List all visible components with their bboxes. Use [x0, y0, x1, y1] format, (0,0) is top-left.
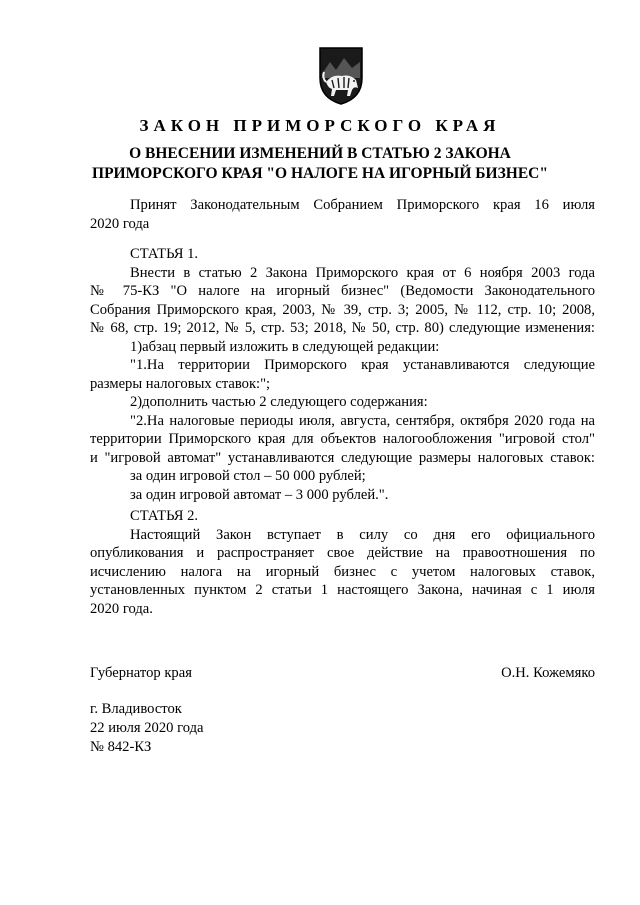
article-2 [90, 507, 595, 618]
article-1-item-1: 1)абзац первый изложить в следующей редакции: [130, 338, 440, 355]
article-2-line: установленных пунктом 2 статьи 1 настоящего Закона, начиная с 1 июля [90, 582, 595, 598]
signatory-position: Губернатор края [90, 665, 192, 681]
footer-city: г. Владивосток [90, 701, 182, 717]
article-1-line: № 68, стр. 19; 2012, № 5, стр. 53; 2018, № 50, стр. 80) следующие изменения: [90, 320, 595, 336]
article-1-quote-line: размеры налоговых ставок:"; [90, 375, 271, 392]
adoption-line: Принят Законодательным Собранием Приморского края 16 июля [130, 197, 595, 213]
adoption-line: 2020 года [90, 215, 150, 232]
article-2-line: опубликования и распространяет свое действие на правоотношения по [90, 545, 595, 561]
article-1-line: Внести в статью 2 Закона Приморского края от 6 ноября 2003 года [130, 264, 595, 281]
signature-row [90, 664, 595, 683]
coat-of-arms-icon [316, 44, 366, 106]
adoption-paragraph [90, 196, 595, 233]
article-1-line: Собрания Приморского края, 2003, № 39, стр. 3; 2005, № 112, стр. 10; 2008, [90, 301, 595, 318]
article-1-heading: СТАТЬЯ 1. [130, 246, 199, 262]
article-2-line: 2020 года. [90, 600, 153, 617]
footer-number: № 842-КЗ [90, 739, 152, 755]
article-1 [90, 245, 595, 504]
article-1-quote-line: территории Приморского края для объектов налогообложения "игровой стол" [90, 431, 595, 447]
document-subtitle [60, 144, 580, 184]
document-footer [90, 700, 203, 757]
article-1-item-2: 2)дополнить частью 2 следующего содержания: [130, 394, 428, 410]
signatory-name: О.Н. Кожемяко [501, 665, 595, 681]
footer-date: 22 июля 2020 года [90, 720, 204, 736]
rate-machine-line: за один игровой автомат – 3 000 рублей.". [130, 486, 389, 503]
subtitle-line: ПРИМОРСКОГО КРАЯ "О НАЛОГЕ НА ИГОРНЫЙ БИЗНЕС" [92, 165, 548, 182]
subtitle-line: О ВНЕСЕНИИ ИЗМЕНЕНИЙ В СТАТЬЮ 2 ЗАКОНА [129, 145, 511, 162]
article-1-quote-line: "2.На налоговые периоды июля, августа, сентября, октября 2020 года на [130, 412, 595, 429]
document-title: ЗАКОН ПРИМОРСКОГО КРАЯ [139, 116, 501, 135]
article-2-heading: СТАТЬЯ 2. [130, 508, 199, 524]
article-1-quote-line: "1.На территории Приморского края устанавливаются следующие [130, 357, 595, 373]
article-1-quote-line: и "игровой автомат" устанавливаются следующие размеры налоговых ставок: [90, 449, 595, 466]
rate-table-line: за один игровой стол – 50 000 рублей; [130, 468, 366, 484]
article-1-line: № 75-КЗ "О налоге на игорный бизнес" (Ведомости Законодательного [90, 283, 595, 299]
article-2-line: исчислению налога на игорный бизнес с учетом налоговых ставок, [90, 563, 595, 580]
article-2-line: Настоящий Закон вступает в силу со дня его официального [130, 526, 595, 543]
